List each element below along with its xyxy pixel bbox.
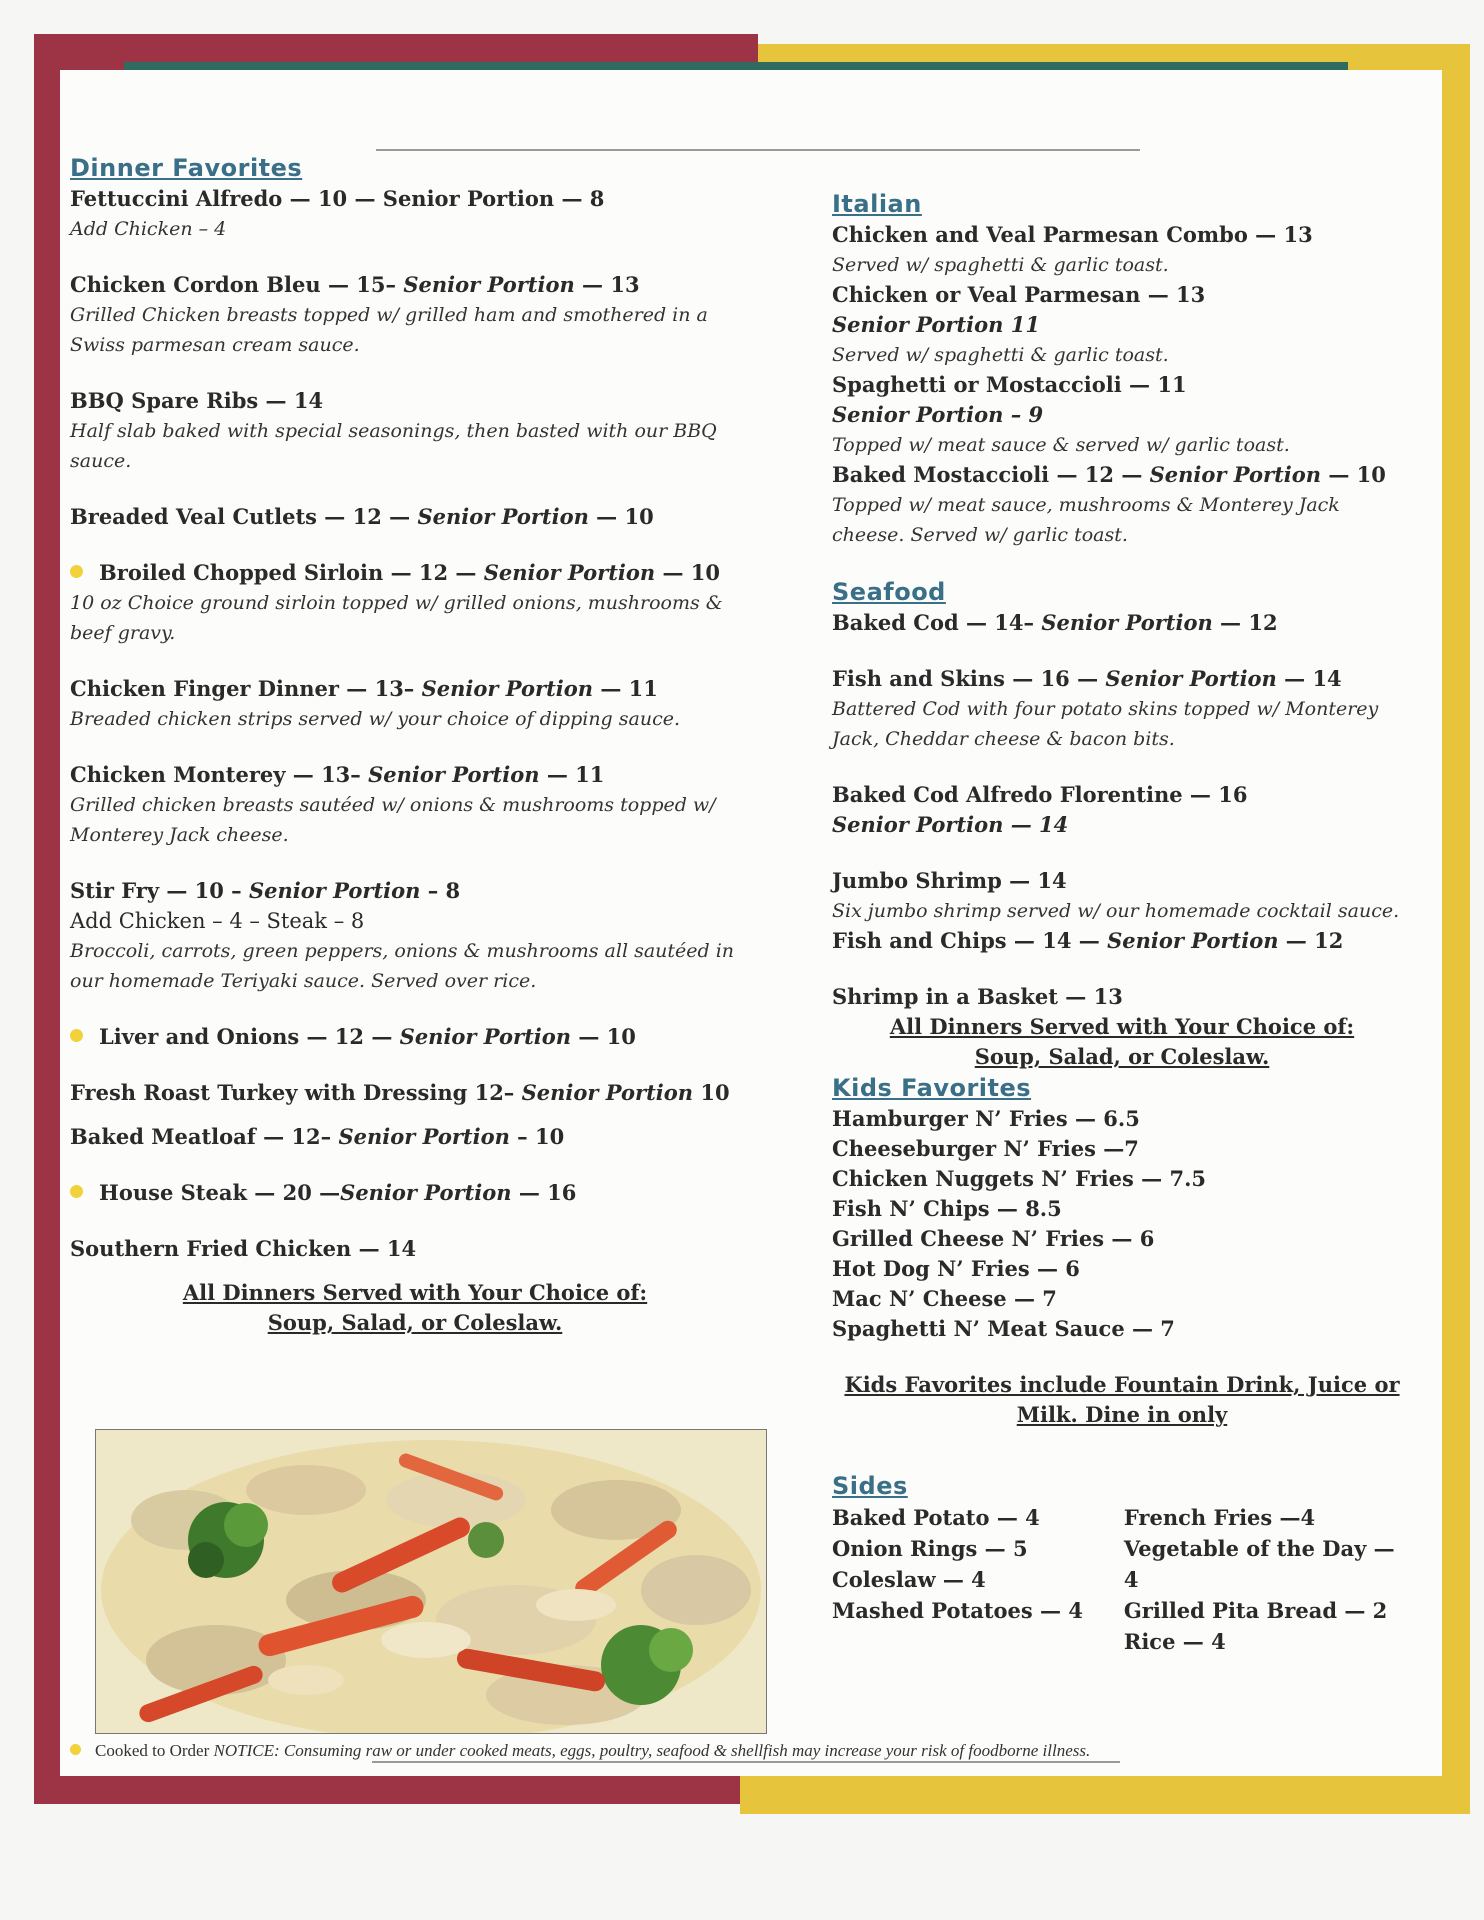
sirloin-item	[70, 558, 760, 588]
dinner-served-line1: All Dinners Served with Your Choice of:	[182, 1280, 648, 1305]
monterey-name: Chicken Monterey — 13–	[70, 762, 369, 787]
finger-senior: Senior Portion	[421, 676, 594, 701]
fettuccini-add: Add Chicken – 4	[70, 218, 227, 240]
monterey-item	[70, 760, 760, 790]
stir-fry-photo	[95, 1429, 767, 1734]
list-item: French Fries —4	[1123, 1505, 1316, 1530]
left-column	[70, 152, 760, 1338]
ribs-title: BBQ Spare Ribs — 14	[70, 388, 324, 413]
cordon-bleu-desc: Grilled Chicken breasts topped w/ grilled ham and smothered in a Swiss parmesan cream sauce.	[70, 304, 708, 356]
veal-name: Breaded Veal Cutlets — 12 —	[70, 504, 418, 529]
spaghetti-title: Spaghetti or Mostaccioli — 11	[832, 372, 1187, 397]
food-safety-notice	[70, 1740, 1410, 1762]
seafood-served-line2: Soup, Salad, or Coleslaw.	[974, 1044, 1270, 1069]
baked-mostaccioli-name: Baked Mostaccioli — 12 —	[832, 462, 1150, 487]
cod-senior: Senior Portion	[1041, 610, 1213, 635]
stirfry-item	[70, 876, 760, 906]
list-item: Mac N’ Cheese — 7	[832, 1286, 1057, 1311]
cordon-bleu-item	[70, 270, 760, 300]
cordon-bleu-name: Chicken Cordon Bleu — 15–	[70, 272, 404, 297]
kids-note-line2: Milk. Dine in only	[1016, 1402, 1228, 1427]
combo-desc: Served w/ spaghetti & garlic toast.	[832, 254, 1169, 276]
baked-mostaccioli-senior-price: — 10	[1321, 462, 1386, 487]
stirfry-senior-price: – 8	[420, 878, 461, 903]
monterey-senior: Senior Portion	[368, 762, 540, 787]
finger-name: Chicken Finger Dinner — 13–	[70, 676, 422, 701]
veal-senior: Senior Portion	[417, 504, 589, 529]
turkey-item	[70, 1078, 760, 1108]
list-item: Coleslaw — 4	[832, 1567, 986, 1592]
list-item: Fish N’ Chips — 8.5	[832, 1196, 1062, 1221]
sides-right-column	[1124, 1502, 1412, 1657]
meatloaf-name: Baked Meatloaf — 12–	[70, 1124, 339, 1149]
top-divider	[376, 149, 1140, 151]
list-item: Grilled Pita Bread — 2	[1123, 1598, 1388, 1623]
list-item: Rice — 4	[1123, 1629, 1226, 1654]
veal-senior-price: — 10	[588, 504, 654, 529]
skins-senior-price: — 14	[1276, 666, 1342, 691]
turkey-senior: Senior Portion	[521, 1080, 694, 1105]
parm-senior: Senior Portion 11	[832, 312, 1040, 337]
fettuccini-item	[70, 184, 760, 214]
southern-fried-title: Southern Fried Chicken — 14	[70, 1236, 417, 1261]
steak-senior-price: — 16	[511, 1180, 577, 1205]
turkey-name: Fresh Roast Turkey with Dressing 12–	[70, 1080, 522, 1105]
skins-desc: Battered Cod with four potato skins topped w/ Monterey Jack, Cheddar cheese & bacon bits.	[832, 698, 1379, 750]
chips-name: Fish and Chips — 14 —	[832, 928, 1108, 953]
fettuccini-title: Fettuccini Alfredo — 10 — Senior Portion — 8	[70, 186, 605, 211]
steak-item	[70, 1178, 760, 1208]
finger-item	[70, 674, 760, 704]
baked-mostaccioli-senior: Senior Portion	[1149, 462, 1322, 487]
list-item: Baked Potato — 4	[832, 1505, 1040, 1530]
liver-senior: Senior Portion	[399, 1024, 572, 1049]
sirloin-senior-price: — 10	[655, 560, 721, 585]
italian-heading: Italian	[832, 190, 922, 218]
chips-senior: Senior Portion	[1107, 928, 1279, 953]
monterey-desc: Grilled chicken breasts sautéed w/ onions & mushrooms topped w/ Monterey Jack cheese.	[70, 794, 716, 846]
finger-desc: Breaded chicken strips served w/ your choice of dipping sauce.	[70, 708, 680, 730]
stir-fry-illustration	[96, 1430, 766, 1733]
cordon-bleu-senior-price: — 13	[574, 272, 640, 297]
stirfry-name: Stir Fry — 10 –	[70, 878, 249, 903]
list-item: Spaghetti N’ Meat Sauce — 7	[832, 1316, 1175, 1341]
cooked-to-order-bullet-icon	[70, 1029, 83, 1042]
seafood-served-line1: All Dinners Served with Your Choice of:	[889, 1014, 1355, 1039]
list-item: Vegetable of the Day — 4	[1123, 1536, 1395, 1592]
spaghetti-desc: Topped w/ meat sauce & served w/ garlic toast.	[832, 434, 1290, 456]
sides-left-column	[832, 1502, 1094, 1657]
dinner-served-line2: Soup, Salad, or Coleslaw.	[267, 1310, 563, 1335]
parm-title: Chicken or Veal Parmesan — 13	[832, 282, 1206, 307]
meatloaf-senior: Senior Portion	[338, 1124, 510, 1149]
cod-name: Baked Cod — 14–	[832, 610, 1042, 635]
stirfry-senior: Senior Portion	[249, 878, 421, 903]
liver-name: Liver and Onions — 12 —	[99, 1024, 400, 1049]
steak-senior: Senior Portion	[340, 1180, 512, 1205]
list-item: Hot Dog N’ Fries — 6	[832, 1256, 1080, 1281]
list-item: Hamburger N’ Fries — 6.5	[832, 1106, 1140, 1131]
ribs-desc: Half slab baked with special seasonings, then basted with our BBQ sauce.	[70, 420, 717, 472]
turkey-senior-price: 10	[693, 1080, 730, 1105]
cod-item	[832, 608, 1412, 638]
sides-list	[832, 1502, 1412, 1657]
finger-senior-price: — 11	[593, 676, 658, 701]
right-column	[832, 188, 1412, 1657]
skins-senior: Senior Portion	[1105, 666, 1277, 691]
baked-mostaccioli-item	[832, 460, 1412, 490]
cooked-to-order-bullet-icon	[70, 565, 83, 578]
sirloin-name: Broiled Chopped Sirloin — 12 —	[99, 560, 484, 585]
cooked-to-order-bullet-icon	[70, 1185, 83, 1198]
kids-heading: Kids Favorites	[832, 1074, 1032, 1102]
steak-name: House Steak — 20 —	[99, 1180, 341, 1205]
basket-title: Shrimp in a Basket — 13	[832, 984, 1123, 1009]
shrimp-title: Jumbo Shrimp — 14	[832, 868, 1067, 893]
list-item: Grilled Cheese N’ Fries — 6	[832, 1226, 1155, 1251]
monterey-senior-price: — 11	[539, 762, 605, 787]
spaghetti-senior: Senior Portion – 9	[832, 402, 1044, 427]
stirfry-desc: Broccoli, carrots, green peppers, onions & mushrooms all sautéed in our homemade Teriyaki sauce. Served over rice.	[70, 940, 735, 992]
sirloin-desc: 10 oz Choice ground sirloin topped w/ grilled onions, mushrooms & beef gravy.	[70, 592, 723, 644]
list-item: Chicken Nuggets N’ Fries — 7.5	[832, 1166, 1207, 1191]
liver-item	[70, 1022, 760, 1052]
frame-yellow-bottom	[740, 1776, 1470, 1814]
parm-desc: Served w/ spaghetti & garlic toast.	[832, 344, 1169, 366]
baked-mostaccioli-desc: Topped w/ meat sauce, mushrooms & Monterey Jack cheese. Served w/ garlic toast.	[832, 494, 1340, 546]
kids-list	[832, 1104, 1412, 1344]
sides-heading: Sides	[832, 1472, 908, 1500]
list-item: Mashed Potatoes — 4	[832, 1598, 1083, 1623]
cooked-to-order-bullet-icon	[70, 1744, 81, 1755]
cordon-bleu-senior: Senior Portion	[403, 272, 575, 297]
sirloin-senior: Senior Portion	[483, 560, 656, 585]
notice-prefix: Cooked to Order	[95, 1741, 214, 1760]
liver-senior-price: — 10	[571, 1024, 636, 1049]
meatloaf-senior-price: – 10	[509, 1124, 565, 1149]
list-item: Onion Rings — 5	[832, 1536, 1028, 1561]
seafood-heading: Seafood	[832, 578, 946, 606]
cod-senior-price: — 12	[1212, 610, 1278, 635]
meatloaf-item	[70, 1122, 760, 1152]
list-item: Cheeseburger N’ Fries —7	[832, 1136, 1139, 1161]
combo-title: Chicken and Veal Parmesan Combo — 13	[832, 222, 1313, 247]
skins-item	[832, 664, 1412, 694]
kids-note-line1: Kids Favorites include Fountain Drink, Juice or	[844, 1372, 1400, 1397]
stirfry-add: Add Chicken – 4 – Steak – 8	[70, 909, 365, 933]
florentine-senior: Senior Portion — 14	[832, 812, 1069, 837]
florentine-title: Baked Cod Alfredo Florentine — 16	[832, 782, 1248, 807]
notice-text: NOTICE: Consuming raw or under cooked meats, eggs, poultry, seafood & shellfish may increase your risk of foodborne illness.	[213, 1741, 1091, 1760]
dinner-favorites-heading: Dinner Favorites	[70, 154, 303, 182]
veal-item	[70, 502, 760, 532]
chips-senior-price: — 12	[1278, 928, 1344, 953]
skins-name: Fish and Skins — 16 —	[832, 666, 1106, 691]
chips-item	[832, 926, 1412, 956]
shrimp-desc: Six jumbo shrimp served w/ our homemade cocktail sauce.	[832, 900, 1400, 922]
